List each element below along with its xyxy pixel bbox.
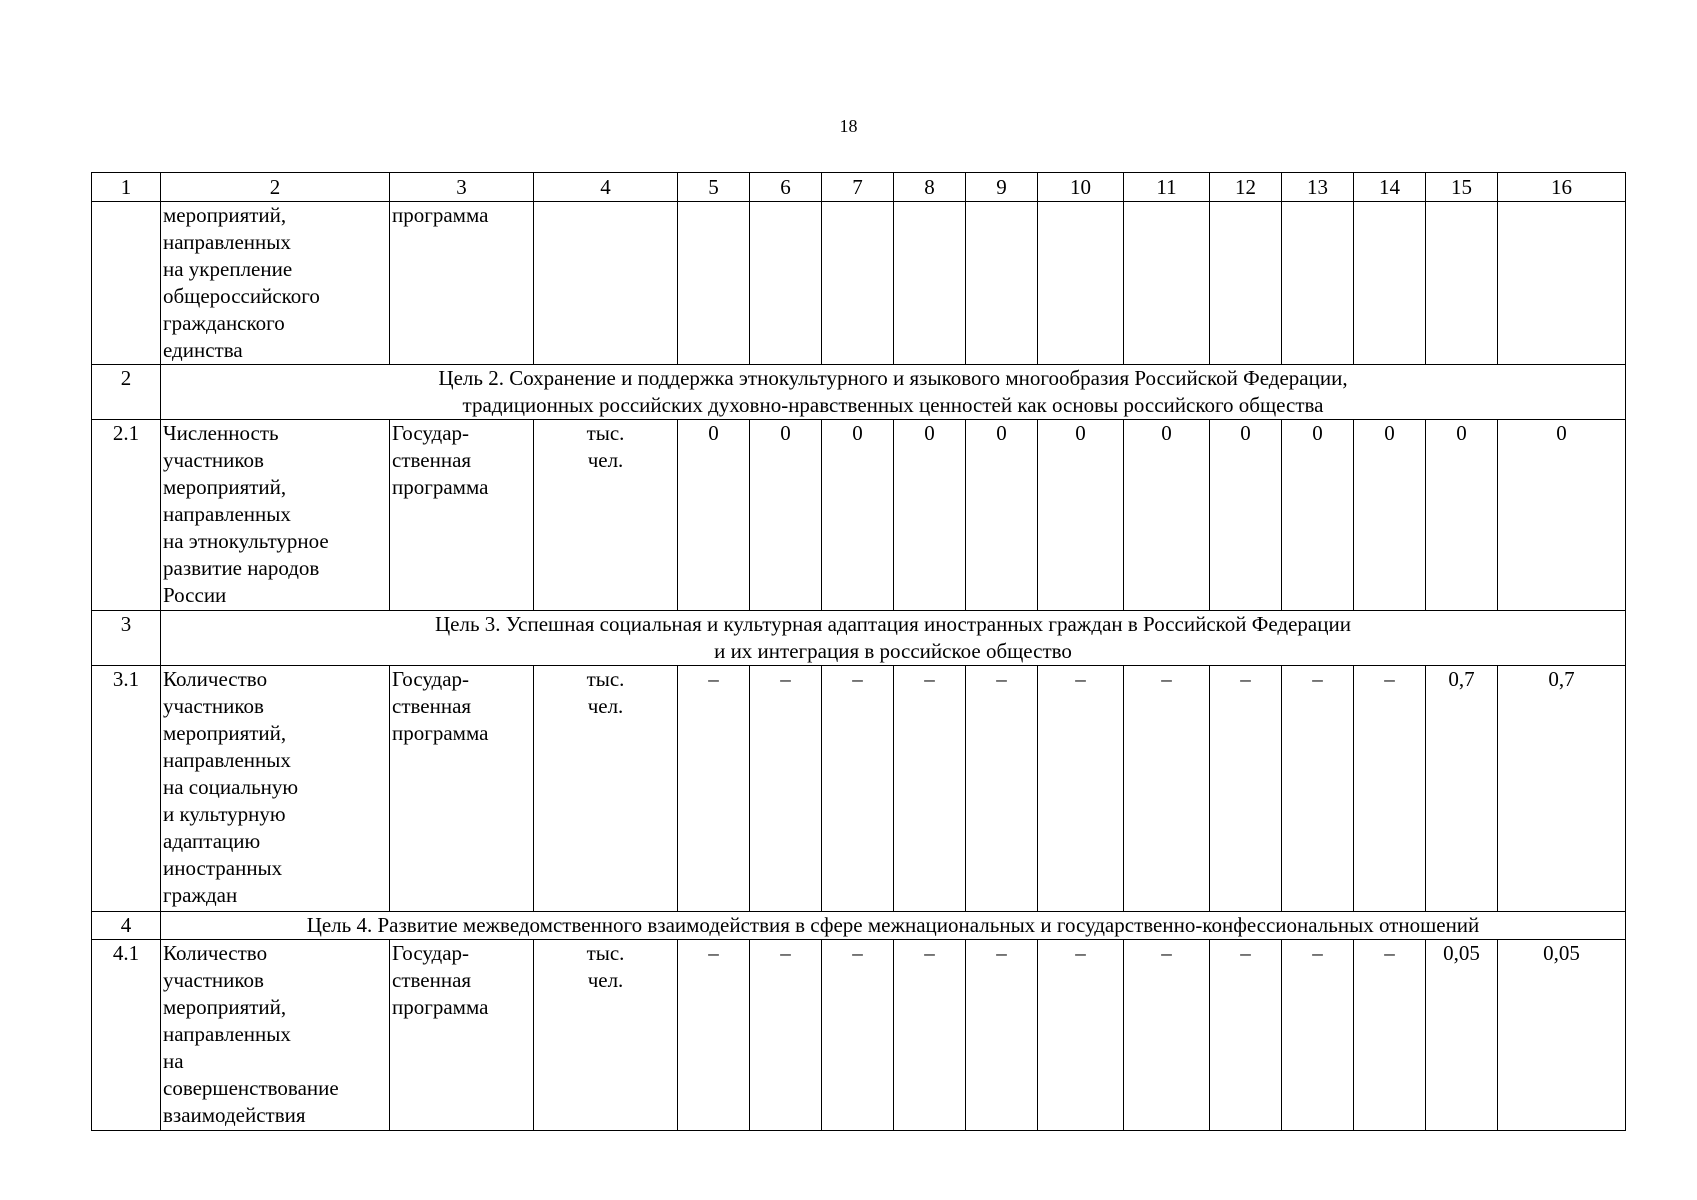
column-number: 9: [966, 173, 1038, 202]
value-cell: [750, 202, 822, 365]
column-number: 15: [1426, 173, 1498, 202]
value-cell: [894, 202, 966, 365]
value-cell: –: [966, 940, 1038, 1131]
value-cell: –: [1124, 940, 1210, 1131]
column-number: 6: [750, 173, 822, 202]
column-number: 11: [1124, 173, 1210, 202]
row-number: 4.1: [92, 940, 161, 1131]
value-cell: –: [1210, 666, 1282, 912]
value-cell: –: [822, 940, 894, 1131]
value-cell: –: [678, 666, 750, 912]
value-cell: 0,05: [1426, 940, 1498, 1131]
table-row: [92, 666, 1626, 912]
value-cell: [1354, 202, 1426, 365]
column-number: 8: [894, 173, 966, 202]
value-cell: 0: [1210, 420, 1282, 611]
value-cell: 0: [894, 420, 966, 611]
indicator-name: Численность участников мероприятий, направленных на этнокультурное развитие народов России: [161, 420, 390, 611]
value-cell: 0: [1282, 420, 1354, 611]
unit-cell: [534, 202, 678, 365]
value-cell: [1038, 202, 1124, 365]
document-cell: Государ- ственная программа: [390, 420, 534, 611]
value-cell: –: [1210, 940, 1282, 1131]
row-number: 2.1: [92, 420, 161, 611]
column-number: 1: [92, 173, 161, 202]
column-number: 16: [1498, 173, 1626, 202]
row-number: [92, 202, 161, 365]
document-cell: Государ- ственная программа: [390, 940, 534, 1131]
indicators-table: [91, 172, 1626, 1131]
indicator-name: Количество участников мероприятий, направленных на совершенствование взаимодействия: [161, 940, 390, 1131]
unit-cell: тыс. чел.: [534, 940, 678, 1131]
indicator-name: мероприятий, направленных на укрепление общероссийского гражданского единства: [161, 202, 390, 365]
value-cell: –: [1038, 940, 1124, 1131]
column-number: 12: [1210, 173, 1282, 202]
column-number: 13: [1282, 173, 1354, 202]
value-cell: 0: [822, 420, 894, 611]
goal-title: Цель 2. Сохранение и поддержка этнокультурного и языкового многообразия Российской Федерации, традиционных российских духовно-нравственных ценностей как основы российского общества: [161, 365, 1626, 420]
value-cell: 0,7: [1426, 666, 1498, 912]
page-number: 18: [839, 116, 858, 136]
column-number: 7: [822, 173, 894, 202]
value-cell: [1124, 202, 1210, 365]
goal-number: 3: [92, 611, 161, 666]
goal-row: [92, 365, 1626, 420]
value-cell: 0: [1498, 420, 1626, 611]
value-cell: –: [1354, 940, 1426, 1131]
value-cell: [1426, 202, 1498, 365]
value-cell: [1282, 202, 1354, 365]
table-row: [92, 420, 1626, 611]
value-cell: 0: [1124, 420, 1210, 611]
column-number: 10: [1038, 173, 1124, 202]
table-row: [92, 202, 1626, 365]
value-cell: –: [678, 940, 750, 1131]
value-cell: 0: [678, 420, 750, 611]
value-cell: –: [1124, 666, 1210, 912]
value-cell: –: [750, 666, 822, 912]
column-number: 5: [678, 173, 750, 202]
goal-title: Цель 4. Развитие межведомственного взаимодействия в сфере межнациональных и государственно-конфессиональных отношений: [161, 912, 1626, 940]
column-number: 2: [161, 173, 390, 202]
goal-number: 2: [92, 365, 161, 420]
goal-row: [92, 912, 1626, 940]
goal-number: 4: [92, 912, 161, 940]
value-cell: 0: [1354, 420, 1426, 611]
value-cell: –: [1282, 940, 1354, 1131]
value-cell: –: [894, 940, 966, 1131]
value-cell: –: [1038, 666, 1124, 912]
value-cell: –: [894, 666, 966, 912]
column-number: 14: [1354, 173, 1426, 202]
value-cell: [822, 202, 894, 365]
value-cell: –: [750, 940, 822, 1131]
value-cell: –: [822, 666, 894, 912]
value-cell: 0: [750, 420, 822, 611]
document-cell: Государ- ственная программа: [390, 666, 534, 912]
goal-row: [92, 611, 1626, 666]
value-cell: [678, 202, 750, 365]
value-cell: 0,7: [1498, 666, 1626, 912]
column-number: 4: [534, 173, 678, 202]
row-number: 3.1: [92, 666, 161, 912]
value-cell: –: [966, 666, 1038, 912]
column-number-row: [92, 173, 1626, 202]
value-cell: 0: [1426, 420, 1498, 611]
indicator-name: Количество участников мероприятий, направленных на социальную и культурную адаптацию иностранных граждан: [161, 666, 390, 912]
value-cell: –: [1354, 666, 1426, 912]
value-cell: 0: [1038, 420, 1124, 611]
unit-cell: тыс. чел.: [534, 666, 678, 912]
value-cell: 0: [966, 420, 1038, 611]
value-cell: –: [1282, 666, 1354, 912]
value-cell: [1210, 202, 1282, 365]
table-row: [92, 940, 1626, 1131]
unit-cell: тыс. чел.: [534, 420, 678, 611]
value-cell: [966, 202, 1038, 365]
column-number: 3: [390, 173, 534, 202]
document-cell: программа: [390, 202, 534, 365]
value-cell: 0,05: [1498, 940, 1626, 1131]
value-cell: [1498, 202, 1626, 365]
goal-title: Цель 3. Успешная социальная и культурная адаптация иностранных граждан в Российской Федерации и их интеграция в российское общество: [161, 611, 1626, 666]
